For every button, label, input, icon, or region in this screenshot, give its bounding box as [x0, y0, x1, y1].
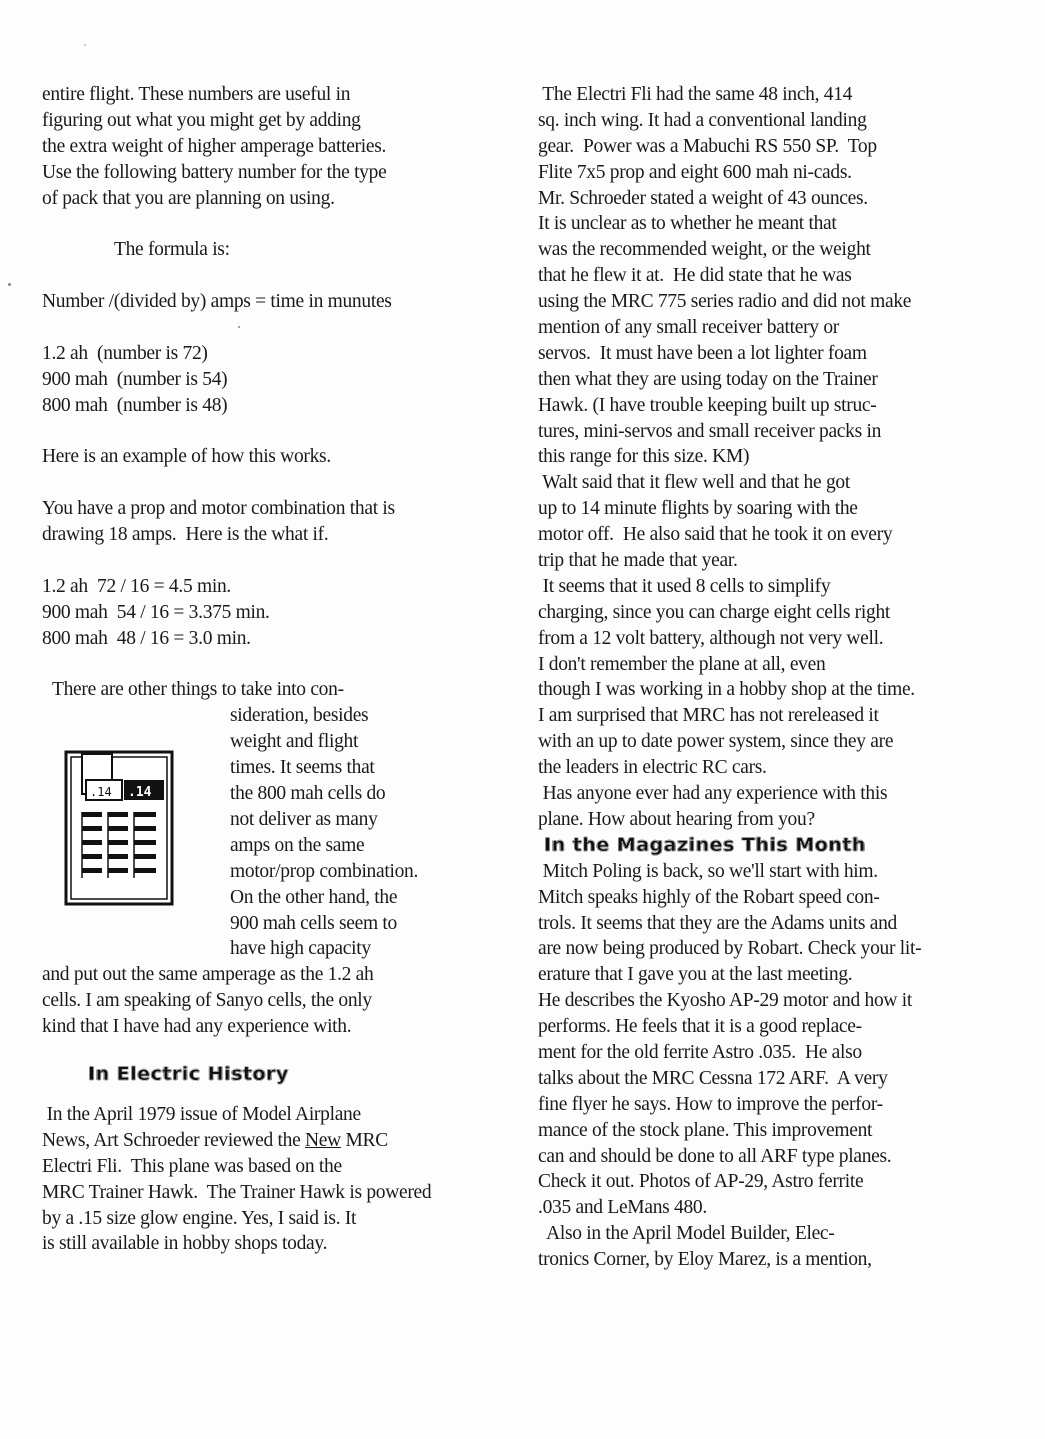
- text-line: tronics Corner, by Eloy Marez, is a mention,: [538, 1249, 872, 1271]
- text-line: that he flew it at. He did state that he was: [538, 265, 852, 287]
- text-line: fine flyer he says. How to improve the perfor-: [538, 1093, 883, 1115]
- text-line: [42, 1128, 512, 1154]
- text-line: kind that I have had any experience with.: [42, 1016, 352, 1038]
- text-line: weight and flight: [230, 731, 359, 753]
- calculation-line: 1.2 ah 72 / 16 = 4.5 min.: [42, 575, 231, 597]
- text-fragment: MRC: [340, 1129, 388, 1151]
- text-line: mance of the stock plane. This improvement: [538, 1119, 873, 1141]
- scan-speck: [8, 283, 11, 286]
- text-line: Mr. Schroeder stated a weight of 43 ounces.: [538, 187, 868, 209]
- calculator-icon: [64, 750, 176, 908]
- text-line: using the MRC 775 series radio and did not make: [538, 291, 912, 313]
- text-line: the 800 mah cells do: [230, 783, 386, 805]
- text-line: I don't remember the plane at all, even: [538, 653, 826, 675]
- text-line: the leaders in electric RC cars.: [538, 757, 767, 779]
- text-line: Electri Fli. This plane was based on the: [42, 1155, 342, 1177]
- text-line: I am surprised that MRC has not rereleased it: [538, 705, 879, 727]
- text-line: Also in the April Model Builder, Elec-: [538, 1223, 835, 1245]
- text-line: though I was working in a hobby shop at the time.: [538, 679, 915, 701]
- text-line: MRC Trainer Hawk. The Trainer Hawk is powered: [42, 1181, 432, 1203]
- right-column: [538, 82, 998, 1273]
- text-fragment: News, Art Schroeder reviewed the: [42, 1129, 306, 1151]
- text-line: can and should be done to all ARF type planes.: [538, 1145, 892, 1167]
- text-line: then what they are using today on the Trainer: [538, 368, 878, 390]
- underlined-word: New: [305, 1129, 341, 1151]
- text-line: servos. It must have been a lot lighter foam: [538, 342, 867, 364]
- text-line: You have a prop and motor combination that is: [42, 498, 395, 520]
- magazines-heading: In the Magazines This Month: [544, 833, 866, 856]
- text-line: entire flight. These numbers are useful in: [42, 84, 351, 105]
- text-line: He describes the Kyosho AP-29 motor and how it: [538, 990, 912, 1012]
- text-line: of pack that you are planning on using.: [42, 187, 335, 209]
- text-line: motor/prop combination.: [230, 860, 419, 882]
- text-line: by a .15 size glow engine. Yes, I said is. It: [42, 1207, 357, 1229]
- text-line: have high capacity: [230, 938, 371, 960]
- text-line: with an up to date power system, since they are: [538, 731, 894, 753]
- text-line: not deliver as many: [230, 808, 378, 830]
- text-line: Check it out. Photos of AP-29, Astro ferrite: [538, 1171, 864, 1193]
- battery-number-line: 1.2 ah (number is 72): [42, 342, 208, 364]
- formula-text: Number /(divided by) amps = time in munutes: [42, 291, 392, 313]
- text-line: erature that I gave you at the last meeting.: [538, 964, 853, 986]
- text-line: performs. He feels that it is a good replace-: [538, 1016, 862, 1038]
- history-heading: In Electric History: [88, 1062, 289, 1085]
- text-line: the extra weight of higher amperage batteries.: [42, 135, 387, 157]
- calculator-display-right: .14: [128, 785, 152, 800]
- text-line: The Electri Fli had the same 48 inch, 414: [538, 84, 853, 105]
- text-line: Mitch speaks highly of the Robart speed con-: [538, 886, 880, 908]
- text-line: sideration, besides: [230, 705, 369, 727]
- scan-speck: [84, 44, 86, 46]
- text-line: was the recommended weight, or the weight: [538, 239, 871, 261]
- calculation-line: 800 mah 48 / 16 = 3.0 min.: [42, 627, 251, 649]
- text-line: Use the following battery number for the type: [42, 161, 387, 183]
- text-line: It seems that it used 8 cells to simplify: [538, 575, 831, 597]
- text-line: tures, mini-servos and small receiver packs in: [538, 420, 882, 442]
- text-line: Has anyone ever had any experience with this: [538, 783, 888, 805]
- text-line: sq. inch wing. It had a conventional landing: [538, 109, 867, 131]
- text-line: figuring out what you might get by adding: [42, 109, 361, 131]
- text-line: In the April 1979 issue of Model Airplane: [42, 1103, 361, 1125]
- text-line: gear. Power was a Mabuchi RS 550 SP. Top: [538, 135, 877, 157]
- text-line: is still available in hobby shops today.: [42, 1233, 328, 1255]
- text-line: this range for this size. KM): [538, 446, 750, 468]
- text-line: and put out the same amperage as the 1.2 ah: [42, 964, 374, 986]
- example-intro: Here is an example of how this works.: [42, 446, 331, 468]
- text-line: up to 14 minute flights by soaring with the: [538, 498, 858, 520]
- text-line: On the other hand, the: [230, 886, 398, 908]
- text-line: .035 and LeMans 480.: [538, 1197, 707, 1219]
- text-line: drawing 18 amps. Here is the what if.: [42, 524, 329, 546]
- text-line: times. It seems that: [230, 757, 375, 779]
- text-line: cells. I am speaking of Sanyo cells, the only: [42, 990, 372, 1012]
- left-column: [42, 82, 512, 1257]
- text-line: are now being produced by Robart. Check your lit-: [538, 938, 922, 960]
- text-line: plane. How about hearing from you?: [538, 808, 815, 830]
- text-line: There are other things to take into con-: [52, 679, 344, 701]
- text-line: Mitch Poling is back, so we'll start with him.: [538, 860, 878, 882]
- text-line: Hawk. (I have trouble keeping built up struc-: [538, 394, 877, 416]
- formula-label: The formula is:: [114, 239, 230, 261]
- battery-number-line: 800 mah (number is 48): [42, 394, 228, 416]
- battery-number-line: 900 mah (number is 54): [42, 368, 228, 390]
- text-line: mention of any small receiver battery or: [538, 317, 839, 339]
- text-line: motor off. He also said that he took it on every: [538, 524, 893, 546]
- text-line: ment for the old ferrite Astro .035. He also: [538, 1041, 862, 1063]
- text-line: 900 mah cells seem to: [230, 912, 397, 934]
- text-line: Walt said that it flew well and that he got: [538, 472, 850, 494]
- text-line: It is unclear as to whether he meant that: [538, 213, 837, 235]
- text-line: amps on the same: [230, 834, 365, 856]
- text-line: trols. It seems that they are the Adams units and: [538, 912, 897, 934]
- calculator-display-left: .14: [90, 785, 112, 799]
- text-line: charging, since you can charge eight cells right: [538, 601, 891, 623]
- text-line: Flite 7x5 prop and eight 600 mah ni-cads.: [538, 161, 852, 183]
- text-line: from a 12 volt battery, although not very well.: [538, 627, 884, 649]
- calculation-line: 900 mah 54 / 16 = 3.375 min.: [42, 601, 270, 623]
- text-line: talks about the MRC Cessna 172 ARF. A very: [538, 1067, 888, 1089]
- text-line: trip that he made that year.: [538, 550, 738, 572]
